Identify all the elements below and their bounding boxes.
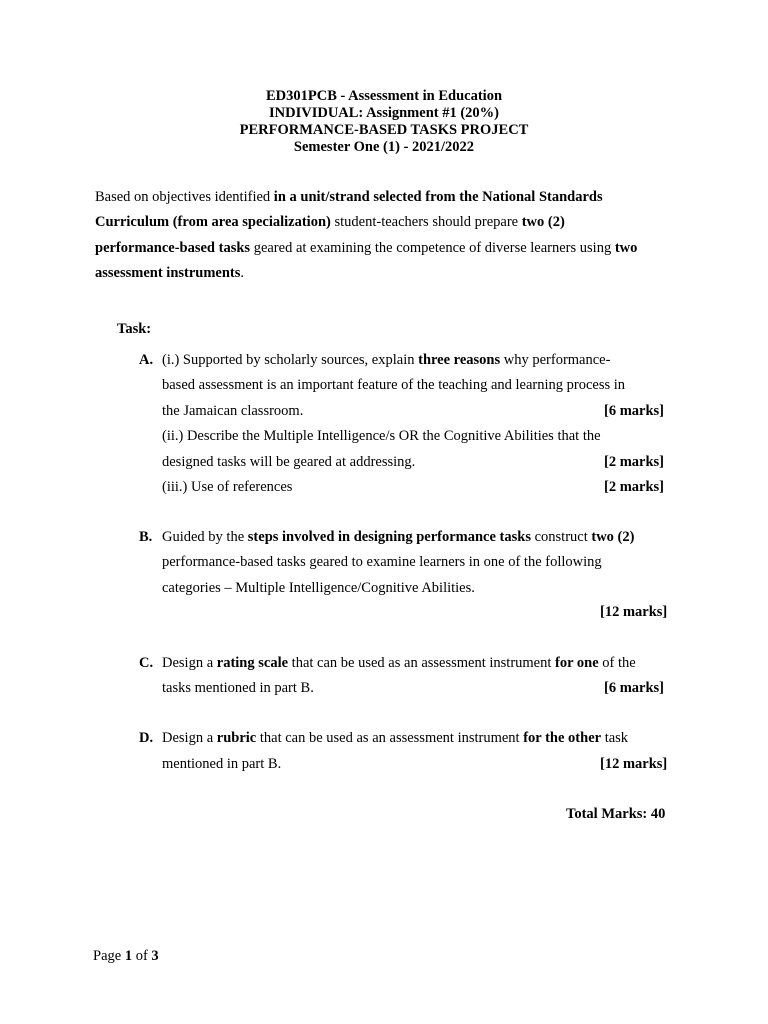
task-text: (i.) Supported by scholarly sources, explain xyxy=(162,352,419,368)
intro-line-2 xyxy=(95,213,565,231)
task-d-marks: [12 marks] xyxy=(600,756,668,772)
intro-text: student-teachers should prepare xyxy=(330,214,522,230)
task-a-line-6: (iii.) Use of references xyxy=(162,479,293,495)
current-page: 1 xyxy=(124,948,133,964)
task-bold: for one xyxy=(555,655,599,671)
task-b-line-3: categories – Multiple Intelligence/Cognitive Abilities. xyxy=(162,580,475,596)
task-a-marks-1: [6 marks] xyxy=(604,403,665,419)
task-text: that can be used as an assessment instrument xyxy=(256,730,524,746)
task-bold: two (2) xyxy=(591,529,635,545)
intro-line-1 xyxy=(95,188,603,206)
task-c-marks: [6 marks] xyxy=(604,680,665,696)
task-d-line-2: mentioned in part B. xyxy=(162,756,282,772)
task-text: that can be used as an assessment instrument xyxy=(288,655,556,671)
page-word: Page xyxy=(93,948,125,964)
total-marks: Total Marks: 40 xyxy=(566,806,666,822)
task-b-line-1 xyxy=(162,528,634,546)
intro-text: . xyxy=(240,265,245,281)
task-bold: for the other xyxy=(523,730,602,746)
intro-text: geared at examining the competence of diverse learners using xyxy=(250,240,615,256)
task-a-line-5: designed tasks will be geared at addressing. xyxy=(162,454,416,470)
task-c-line-2: tasks mentioned in part B. xyxy=(162,680,314,696)
intro-line-3 xyxy=(95,239,637,257)
task-heading: Task: xyxy=(117,321,152,337)
task-b-line-2: performance-based tasks geared to examine learners in one of the following xyxy=(162,554,602,570)
task-text: Guided by the xyxy=(162,529,248,545)
intro-bold: two xyxy=(614,240,638,256)
task-a-line-4: (ii.) Describe the Multiple Intelligence/s OR the Cognitive Abilities that the xyxy=(162,428,601,444)
project-title: PERFORMANCE-BASED TASKS PROJECT xyxy=(239,122,529,138)
task-b-marks: [12 marks] xyxy=(600,604,668,620)
task-bold: steps involved in designing performance tasks xyxy=(247,529,531,545)
intro-text: Based on objectives identified xyxy=(95,189,274,205)
task-a-marks-2: [2 marks] xyxy=(604,454,665,470)
task-text: of the xyxy=(598,655,636,671)
intro-line-4 xyxy=(95,264,244,282)
task-bold: rating scale xyxy=(216,655,289,671)
task-d-letter: D. xyxy=(139,730,154,746)
task-text: Design a xyxy=(162,655,217,671)
task-text: construct xyxy=(530,529,592,545)
total-pages: 3 xyxy=(151,948,159,964)
task-a-line-1 xyxy=(162,351,610,369)
assignment-title: INDIVIDUAL: Assignment #1 (20%) xyxy=(269,105,499,121)
task-a-line-3: the Jamaican classroom. xyxy=(162,403,304,419)
intro-bold: Curriculum (from area specialization) xyxy=(95,214,331,230)
task-c-line-1 xyxy=(162,654,636,672)
semester-title: Semester One (1) - 2021/2022 xyxy=(293,139,475,155)
of-word: of xyxy=(132,948,152,964)
task-a-marks-3: [2 marks] xyxy=(604,479,665,495)
task-a-letter: A. xyxy=(139,352,154,368)
task-bold: three reasons xyxy=(418,352,501,368)
task-text: Design a xyxy=(162,730,217,746)
course-title: ED301PCB - Assessment in Education xyxy=(265,88,503,104)
page-number xyxy=(93,947,159,965)
task-a-line-2: based assessment is an important feature of the teaching and learning process in xyxy=(162,377,626,393)
task-b-letter: B. xyxy=(139,529,153,545)
task-text: why performance- xyxy=(500,352,611,368)
task-c-letter: C. xyxy=(139,655,154,671)
task-text: task xyxy=(601,730,629,746)
intro-bold: assessment instruments xyxy=(95,265,241,281)
task-bold: rubric xyxy=(216,730,257,746)
task-d-line-1 xyxy=(162,729,628,747)
intro-bold: performance-based tasks xyxy=(95,240,251,256)
intro-bold: two (2) xyxy=(521,214,565,230)
intro-bold: in a unit/strand selected from the National Standards xyxy=(273,189,603,205)
